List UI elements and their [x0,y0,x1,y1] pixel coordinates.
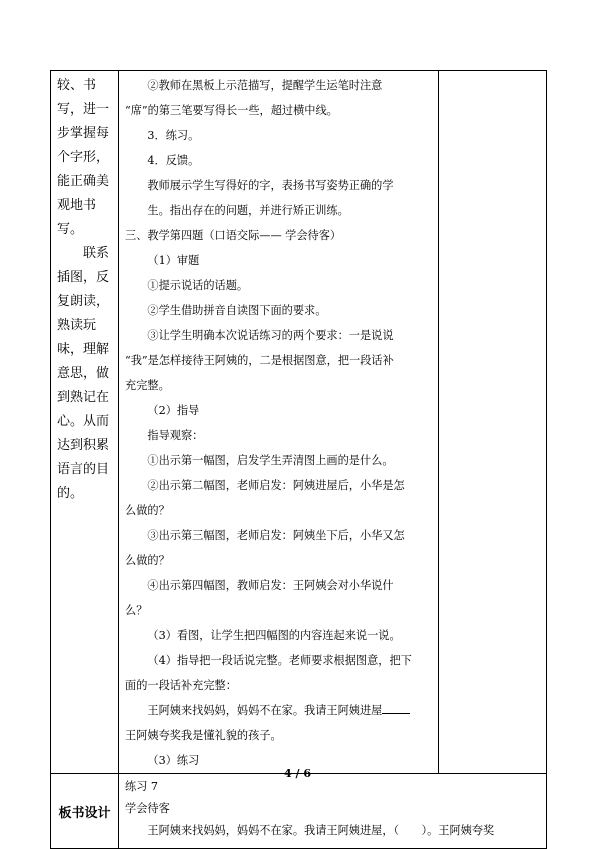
procedure-line: （1）审题 [147,254,200,267]
teaching-process-row [51,71,547,774]
procedure-line: （3）练习 [147,754,200,767]
notes-cell [439,71,547,774]
board-line: 练习 7 [125,780,159,793]
procedure-line: 王阿姨夸奖我是懂礼貌的孩子。 [125,729,282,742]
section-heading: 三、教学第四题（口语交际—— 学会待客） [125,229,342,242]
board-design-row [51,774,547,849]
procedure-line: ②出示第二幅图，老师启发：阿姨进屋后，小华是怎 [147,479,405,492]
procedure-line: （4）指导把一段话说完整。老师要求根据图意，把下 [147,654,412,667]
procedure-line: 么？ [125,604,148,617]
objectives-cell [51,71,119,774]
board-line: 学会待客 [125,802,170,815]
procedure-line: 么做的？ [125,504,170,517]
fill-in-sentence [125,698,434,723]
procedure-line: ④出示第四幅图，教师启发：王阿姨会对小华说什 [147,579,394,592]
procedure-line: ②教师在黑板上示范描写，提醒学生运笔时注意 [147,79,383,92]
procedure-line: ①提示说话的话题。 [147,279,249,292]
procedure-line: 面的一段话补充完整： [125,679,237,692]
procedure-line: 教师展示学生写得好的字，表扬书写姿势正确的学 [147,179,394,192]
procedure-line: 4．反馈。 [147,154,200,167]
procedure-line: ①出示第一幅图，启发学生弄清图上画的是什么。 [147,454,394,467]
procedure-line: ③出示第三幅图，老师启发：阿姨坐下后，小华又怎 [147,529,405,542]
procedure-line: 么做的？ [125,554,170,567]
procedure-line: ③让学生明确本次说话练习的两个要求：一是说说 [147,329,394,342]
procedure-line: （3）看图，让学生把四幅图的内容连起来说一说。 [147,629,401,642]
procedure-line: 3．练习。 [147,129,200,142]
board-line: 王阿姨来找妈妈，妈妈不在家。我请王阿姨进屋，（ ）。王阿姨夸奖 [147,824,495,837]
procedure-line: 生。指出存在的问题，并进行矫正训练。 [147,204,349,217]
page-number: 4 / 6 [284,767,311,780]
board-design-label: 板书设计 [58,805,111,821]
fill-in-blank [382,702,410,714]
objective-text-2: 联系插图，反复朗读，熟读玩味，理解意思，做到熟记在心。从而达到积累语言的目的。 [57,246,110,501]
board-design-label-cell [51,774,119,849]
procedure-line: 充完整。 [125,379,170,392]
procedure-line: “席”的第三笔要写得长一些，超过横中线。 [125,104,338,117]
procedure-line: ②学生借助拼音自读图下面的要求。 [147,304,327,317]
procedure-line: “我”是怎样接待王阿姨的，二是根据图意，把一段话补 [125,354,394,367]
procedure-line: 指导观察： [147,429,204,442]
objective-text-1: 较、书写，进一步掌握每个字形，能正确美观地书写。 [57,78,110,237]
board-design-content-cell [119,774,547,849]
lesson-plan-table [50,70,547,849]
procedure-cell [119,71,439,774]
procedure-line: （2）指导 [147,404,200,417]
fill-in-sentence-text: 王阿姨来找妈妈，妈妈不在家。我请王阿姨进屋 [147,704,383,717]
